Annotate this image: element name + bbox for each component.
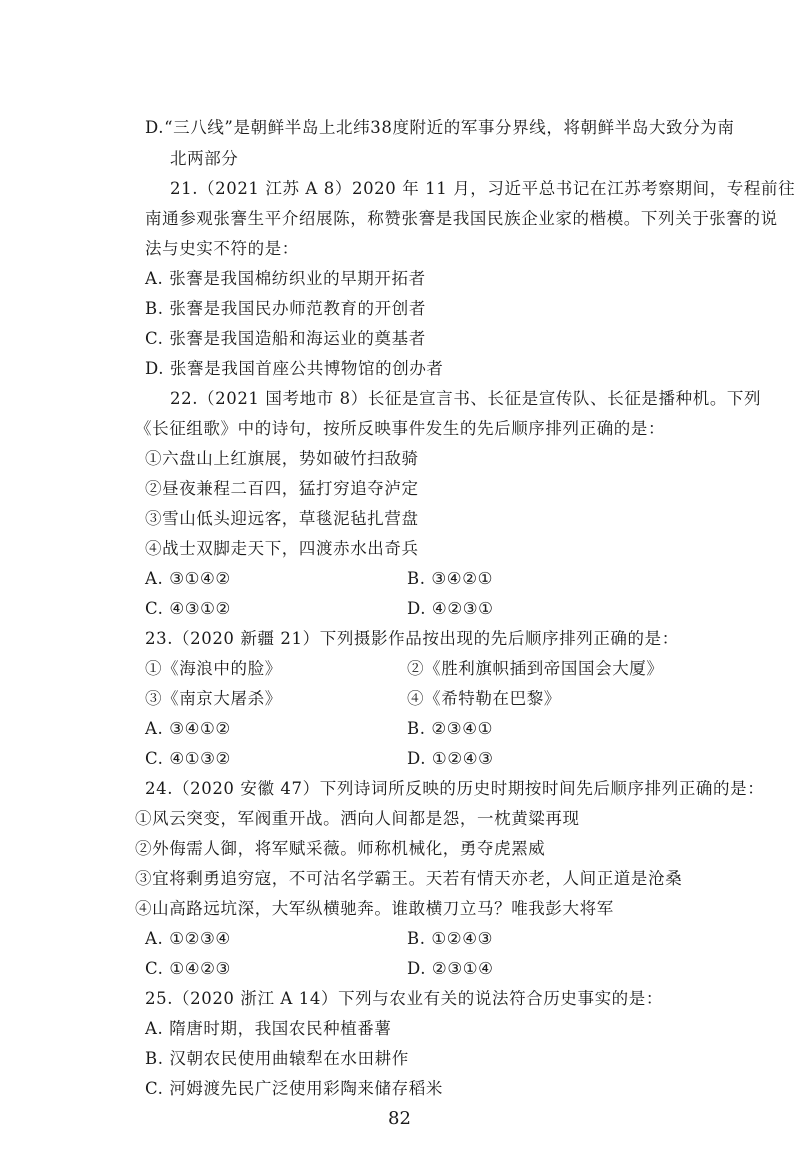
- q20-option-d-line2: 北两部分: [170, 149, 239, 168]
- list-item: ③宜将剩勇追穷寇，不可沽名学霸王。天若有情天亦老，人间正道是沧桑: [135, 869, 683, 888]
- list-item: ①风云突变，军阀重开战。洒向人间都是怨，一枕黄粱再现: [135, 809, 580, 828]
- question-stem: 《长征组歌》中的诗句，按所反映事件发生的先后顺序排列正确的是：: [135, 419, 666, 438]
- question-stem: 25.（2020 浙江 A 14）下列与农业有关的说法符合历史事实的是：: [145, 989, 663, 1008]
- list-item: ①六盘山上红旗展，势如破竹扫敌骑: [145, 449, 419, 468]
- question-stem: 21.（2021 江苏 A 8）2020 年 11 月，习近平总书记在江苏考察期间，专程前往: [170, 179, 796, 198]
- option-c: C. 河姆渡先民广泛使用彩陶来储存稻米: [145, 1079, 443, 1098]
- list-item: ①《海浪中的脸》: [145, 659, 282, 678]
- option-c: C. ④③①②: [145, 599, 231, 618]
- option-a: A. ①②③④: [145, 929, 231, 948]
- option-b: B. 张謇是我国民办师范教育的开创者: [145, 299, 426, 318]
- option-b: B. ②③④①: [407, 719, 493, 738]
- question-stem: 南通参观张謇生平介绍展陈，称赞张謇是我国民族企业家的楷模。下列关于张謇的说: [145, 209, 778, 228]
- option-a: A. ③①④②: [145, 569, 231, 588]
- option-d: D. ④②③①: [407, 599, 494, 618]
- option-c: C. ①④②③: [145, 959, 231, 978]
- option-b: B. 汉朝农民使用曲辕犁在水田耕作: [145, 1049, 409, 1068]
- list-item: ③雪山低头迎远客，草毯泥毡扎营盘: [145, 509, 419, 528]
- list-item: ④战士双脚走天下，四渡赤水出奇兵: [145, 539, 419, 558]
- option-c: C. 张謇是我国造船和海运业的奠基者: [145, 329, 426, 348]
- option-a: A. 隋唐时期，我国农民种植番薯: [145, 1019, 392, 1038]
- list-item: ②《胜利旗帜插到帝国国会大厦》: [407, 659, 664, 678]
- list-item: ③《南京大屠杀》: [145, 689, 282, 708]
- question-stem: 22.（2021 国考地市 8）长征是宣言书、长征是宣传队、长征是播种机。下列: [170, 389, 762, 408]
- list-item: ④山高路远坑深，大军纵横驰奔。谁敢横刀立马？唯我彭大将军: [135, 899, 614, 918]
- option-a: A. ③④①②: [145, 719, 231, 738]
- option-d: D. ①②④③: [407, 749, 494, 768]
- option-a: A. 张謇是我国棉纺织业的早期开拓者: [145, 269, 426, 288]
- option-b: B. ①②④③: [407, 929, 493, 948]
- list-item: ②外侮需人御，将军赋采薇。师称机械化，勇夺虎罴威: [135, 839, 546, 858]
- option-b: B. ③④②①: [407, 569, 493, 588]
- list-item: ④《希特勒在巴黎》: [407, 689, 561, 708]
- question-stem: 24.（2020 安徽 47）下列诗词所反映的历史时期按时间先后顺序排列正确的是：: [145, 779, 765, 798]
- list-item: ②昼夜兼程二百四，猛打穷追夺泸定: [145, 479, 419, 498]
- question-stem: 法与史实不符的是：: [145, 239, 299, 258]
- option-d: D. ②③①④: [407, 959, 494, 978]
- option-d: D. 张謇是我国首座公共博物馆的创办者: [145, 359, 444, 378]
- option-c: C. ④①③②: [145, 749, 231, 768]
- q20-option-d-line1: D.“三八线”是朝鲜半岛上北纬38度附近的军事分界线，将朝鲜半岛大致分为南: [145, 118, 735, 137]
- page-number: 82: [388, 1108, 411, 1129]
- question-stem: 23.（2020 新疆 21）下列摄影作品按出现的先后顺序排列正确的是：: [145, 629, 679, 648]
